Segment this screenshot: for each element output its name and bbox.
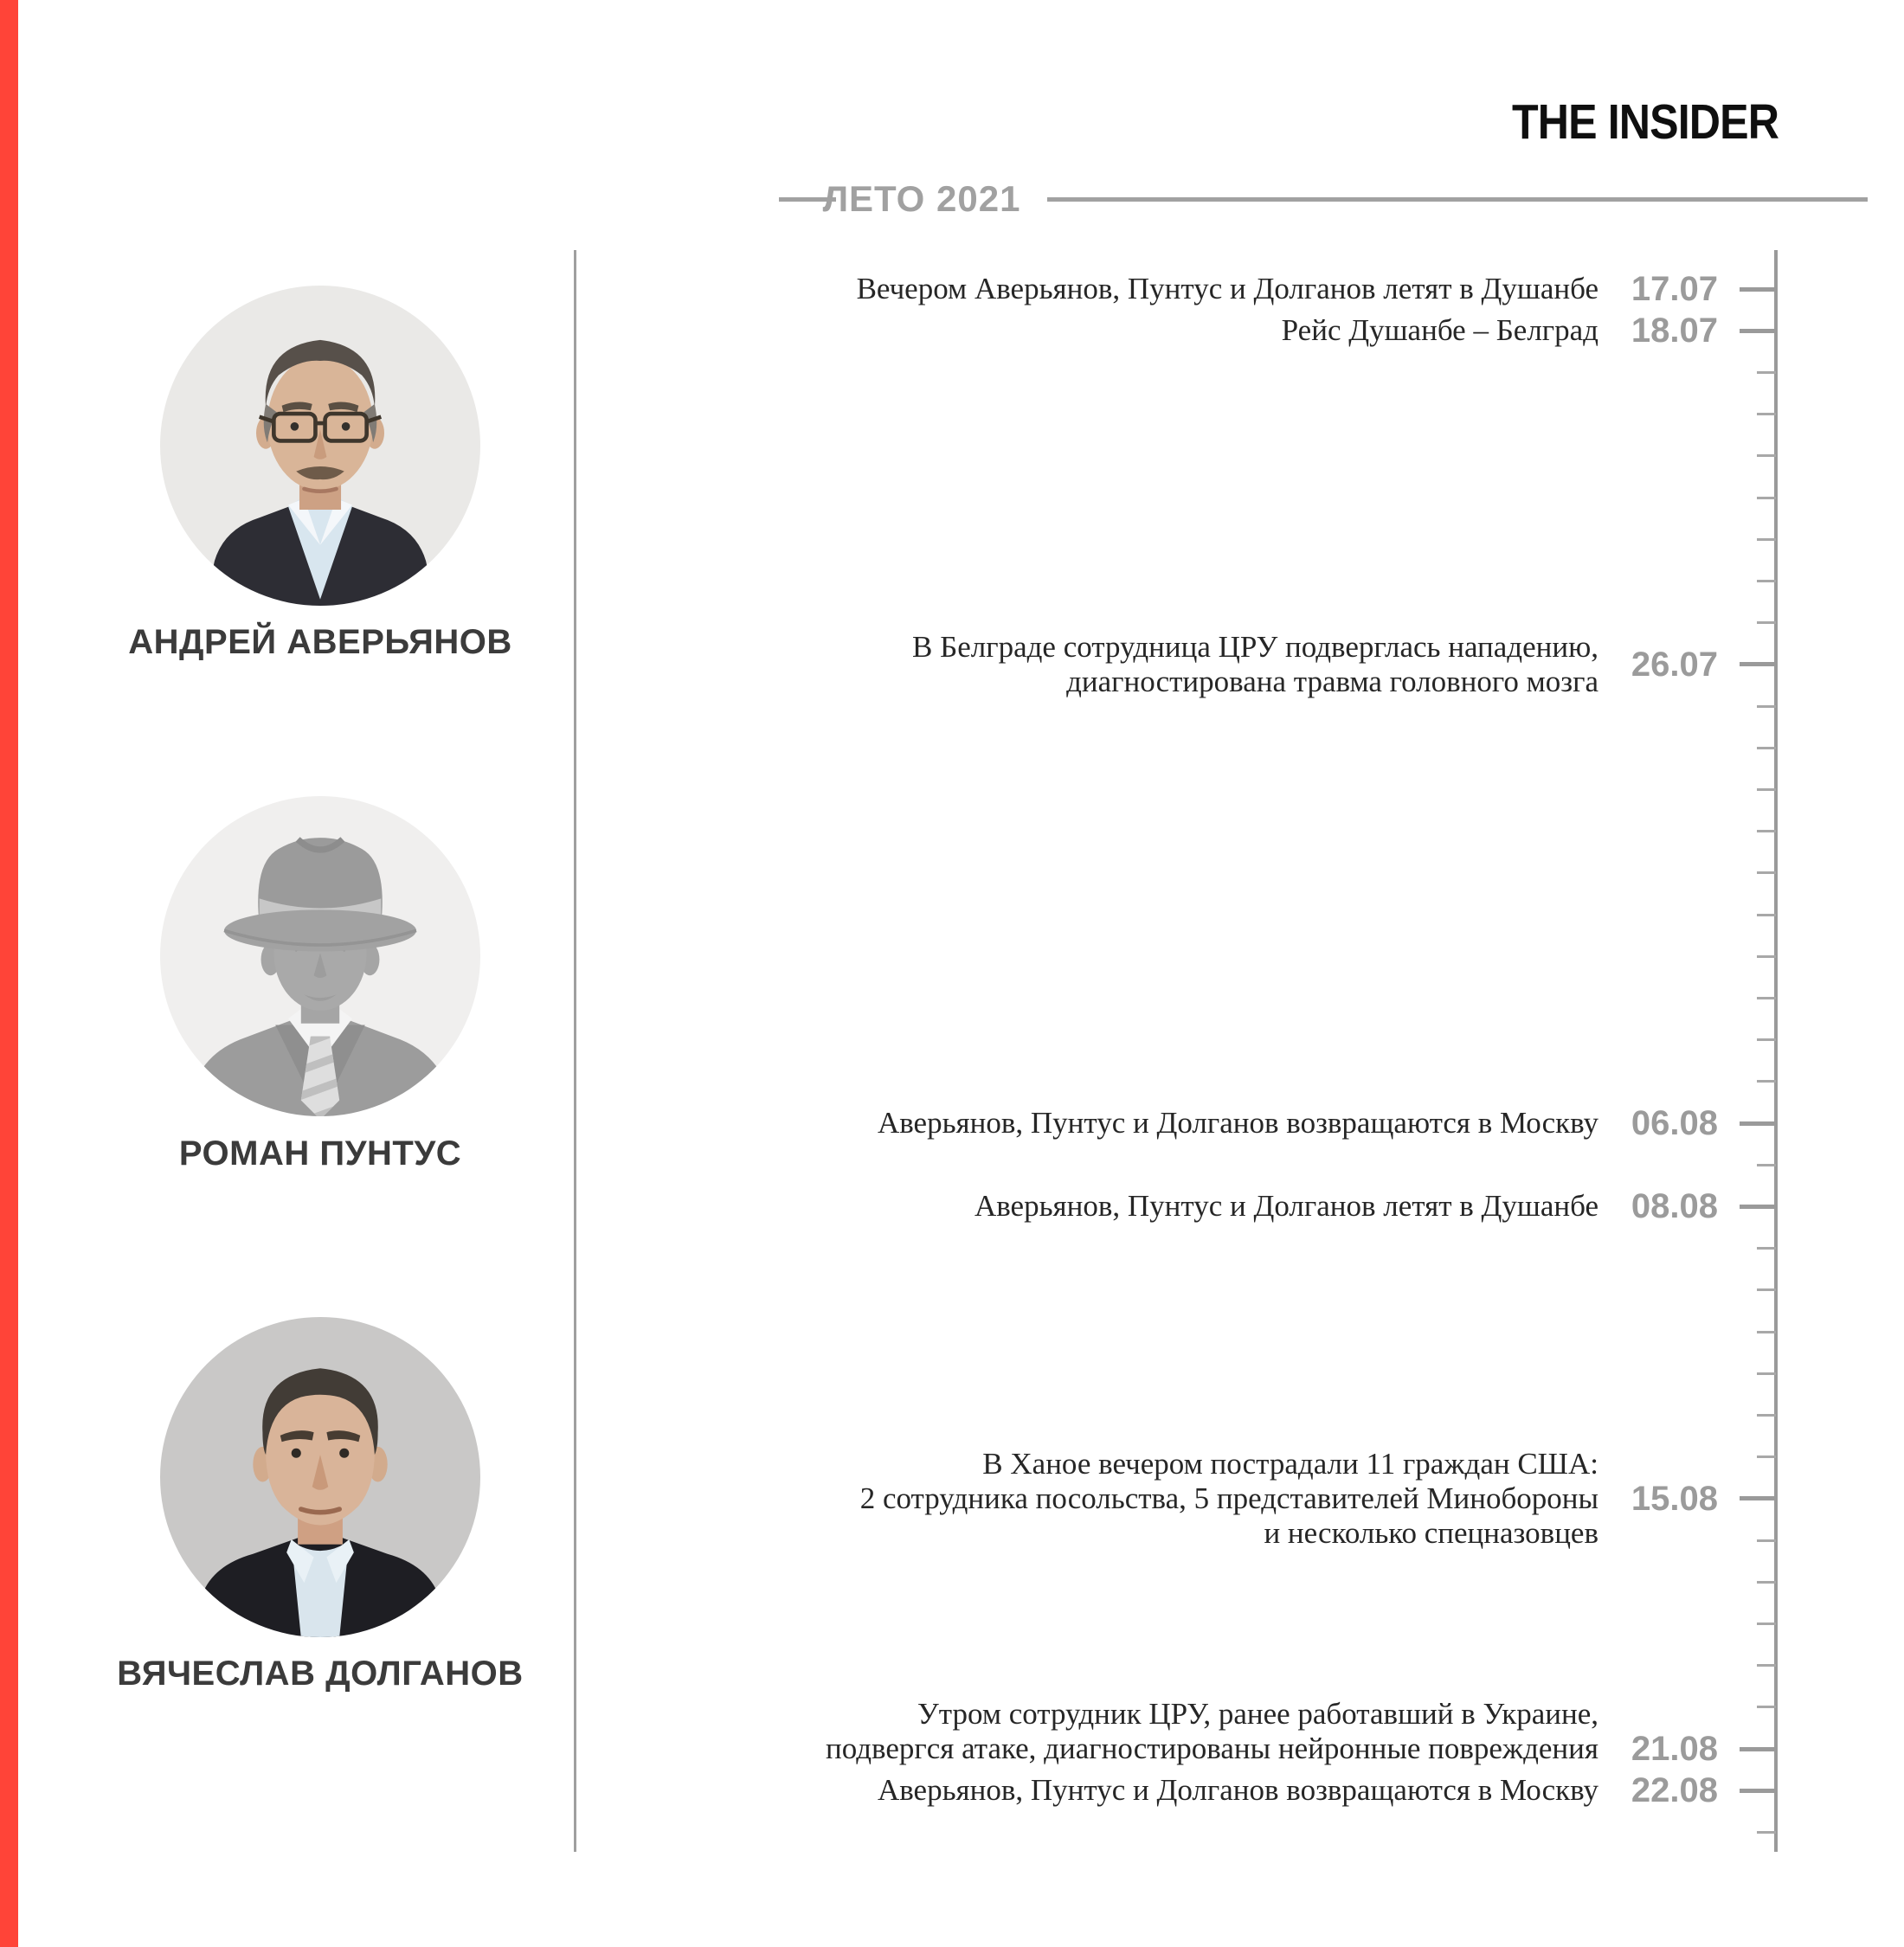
event-text xyxy=(878,1773,1598,1808)
event-date: 22.08 xyxy=(1631,1771,1718,1810)
timeline-tick-minor xyxy=(1757,371,1776,374)
event-line: Вечером Аверьянов, Пунтус и Долганов летят в Душанбе xyxy=(856,272,1598,305)
event-line: Аверьянов, Пунтус и Долганов летят в Душанбе xyxy=(974,1189,1598,1224)
timeline-tick-major xyxy=(1740,329,1776,333)
timeline-tick-minor xyxy=(1757,1414,1776,1417)
timeline-tick-minor xyxy=(1757,914,1776,916)
timeline-tick-major xyxy=(1740,1121,1776,1126)
timeline-tick-major xyxy=(1740,1789,1776,1793)
timeline-tick-minor xyxy=(1757,1581,1776,1584)
event-line: Утром сотрудник ЦРУ, ранее работавший в Украине, xyxy=(917,1697,1598,1731)
timeline-tick-minor xyxy=(1757,580,1776,582)
event-date: 06.08 xyxy=(1631,1104,1718,1142)
timeline-axis xyxy=(1774,250,1778,1852)
event-text xyxy=(912,630,1598,699)
timeline-tick-minor xyxy=(1757,621,1776,624)
anonymous-silhouette-fedora-illustration xyxy=(160,796,480,1116)
event-line: подвергся атаке, диагностированы нейронные повреждения xyxy=(826,1732,1598,1765)
event-line: 2 сотрудника посольства, 5 представителей Минобороны xyxy=(859,1481,1598,1515)
period-rule-right xyxy=(1047,197,1868,202)
person-name-averyanov: АНДРЕЙ АВЕРЬЯНОВ xyxy=(128,623,512,661)
event-text xyxy=(1282,313,1598,348)
event-line: Рейс Душанбе – Белград xyxy=(1281,313,1598,348)
event-date: 26.07 xyxy=(1631,645,1718,684)
timeline-tick-minor xyxy=(1757,1372,1776,1375)
timeline-tick-minor xyxy=(1757,871,1776,874)
timeline-tick-major xyxy=(1740,287,1776,292)
event-date: 15.08 xyxy=(1631,1479,1718,1518)
avatar-andrey-averyanov xyxy=(160,286,480,606)
brand-logo: THE INSIDER xyxy=(1512,94,1779,150)
event-text xyxy=(860,1447,1598,1551)
event-line: Аверьянов, Пунтус и Долганов возвращаются в Москву xyxy=(877,1773,1598,1808)
timeline-tick-major xyxy=(1740,1747,1776,1751)
timeline-tick-minor xyxy=(1757,1539,1776,1542)
timeline-tick-minor xyxy=(1757,705,1776,708)
timeline-tick-minor xyxy=(1757,1164,1776,1166)
timeline-tick-minor xyxy=(1757,413,1776,415)
event-text xyxy=(878,1106,1598,1141)
timeline-tick-minor xyxy=(1757,1288,1776,1291)
avatar-roman-puntus xyxy=(160,796,480,1116)
timeline-tick-minor xyxy=(1757,955,1776,958)
timeline-tick-minor xyxy=(1757,538,1776,541)
event-line: В Белграде сотрудница ЦРУ подверглась нападению, xyxy=(912,629,1598,664)
timeline-tick-minor xyxy=(1757,1455,1776,1458)
person-name-dolganov: ВЯЧЕСЛАВ ДОЛГАНОВ xyxy=(117,1655,524,1693)
event-line: и несколько спецназовцев xyxy=(1264,1515,1598,1550)
timeline-tick-major xyxy=(1740,662,1776,666)
event-date: 08.08 xyxy=(1631,1187,1718,1226)
event-text xyxy=(826,1697,1598,1766)
timeline-tick-minor xyxy=(1757,747,1776,749)
event-date: 17.07 xyxy=(1631,270,1718,308)
accent-left-stripe xyxy=(0,0,18,1947)
timeline-tick-minor xyxy=(1757,1622,1776,1625)
left-column-divider xyxy=(574,250,576,1852)
timeline-tick-minor xyxy=(1757,1247,1776,1250)
event-line: диагностирована травма головного мозга xyxy=(1066,664,1598,698)
timeline-tick-major xyxy=(1740,1205,1776,1209)
man-glasses-mustache-portrait-illustration xyxy=(160,286,480,606)
timeline-tick-minor xyxy=(1757,1038,1776,1041)
timeline-tick-minor xyxy=(1757,1664,1776,1667)
timeline-tick-minor xyxy=(1757,497,1776,499)
timeline-tick-minor xyxy=(1757,788,1776,791)
event-date: 21.08 xyxy=(1631,1730,1718,1768)
timeline-tick-minor xyxy=(1757,830,1776,832)
timeline-tick-minor xyxy=(1757,454,1776,457)
timeline-tick-minor xyxy=(1757,1831,1776,1834)
timeline-tick-minor xyxy=(1757,1080,1776,1083)
timeline-tick-minor xyxy=(1757,1706,1776,1708)
man-dark-hair-portrait-illustration xyxy=(160,1317,480,1637)
avatar-vyacheslav-dolganov xyxy=(160,1317,480,1637)
event-text xyxy=(975,1189,1598,1224)
event-line: Аверьянов, Пунтус и Долганов возвращаются в Москву xyxy=(877,1106,1598,1140)
timeline-tick-major xyxy=(1740,1496,1776,1500)
timeline-tick-minor xyxy=(1757,1331,1776,1333)
event-text xyxy=(857,272,1598,306)
event-date: 18.07 xyxy=(1631,312,1718,350)
period-label: ЛЕТО 2021 xyxy=(822,178,1021,219)
timeline-tick-minor xyxy=(1757,997,1776,999)
event-line: В Ханое вечером пострадали 11 граждан США: xyxy=(982,1446,1598,1481)
person-name-puntus: РОМАН ПУНТУС xyxy=(178,1134,462,1173)
